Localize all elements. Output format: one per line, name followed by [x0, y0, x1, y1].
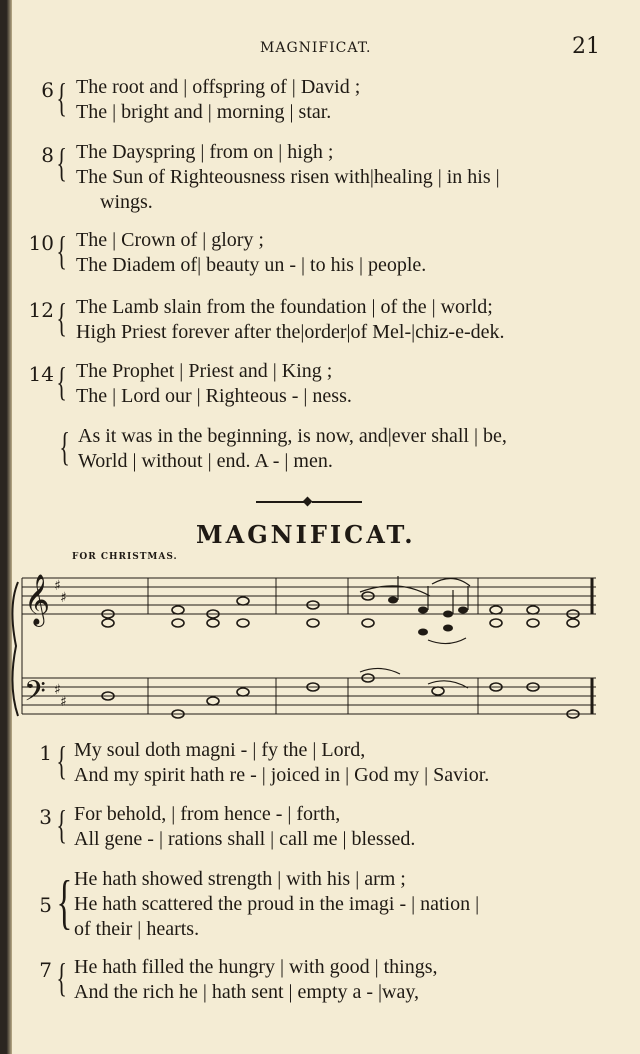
brace: { — [56, 869, 73, 935]
verse-line: The root and | offspring of | David ; — [76, 76, 361, 98]
verse-line: For behold, | from hence - | forth, — [74, 803, 341, 825]
running-head: MAGNIFICAT. — [260, 40, 372, 56]
verse-line: He hath showed strength | with his | arm ; — [74, 868, 406, 890]
verse-line: The | Lord our | Righteous - | ness. — [76, 385, 352, 407]
svg-text:♯: ♯ — [60, 590, 67, 606]
verse-line: wings. — [100, 191, 153, 213]
verse-number: 10 — [28, 231, 54, 255]
verse-line: High Priest forever after the|order|of Mel-|chiz-e-dek. — [76, 321, 505, 343]
brace: { — [56, 228, 67, 273]
brace: { — [56, 359, 67, 404]
svg-text:♯: ♯ — [54, 578, 61, 594]
ornamental-rule — [256, 495, 362, 509]
verse-number: 5 — [39, 893, 52, 917]
brace: { — [56, 140, 67, 185]
verse-line: The Prophet | Priest and | King ; — [76, 360, 333, 382]
svg-text:♯: ♯ — [60, 694, 67, 710]
brace: { — [56, 802, 67, 847]
verse-line: As it was in the beginning, is now, and|ever shall | be, — [78, 425, 507, 447]
verse-line: The | Crown of | glory ; — [76, 229, 264, 251]
verse-line: The Sun of Righteousness risen with|healing | in his | — [76, 166, 500, 188]
chant-subtitle: FOR CHRISTMAS. — [72, 552, 178, 562]
verse-number: 8 — [41, 143, 54, 167]
svg-text:♯: ♯ — [54, 682, 61, 698]
verse-line: The | bright and | morning | star. — [76, 101, 332, 123]
brace: { — [56, 75, 67, 120]
verse-number: 12 — [28, 298, 54, 322]
verse-line: The Diadem of| beauty un - | to his | people. — [76, 254, 427, 276]
brace: { — [56, 955, 67, 1000]
verse-line: He hath scattered the proud in the imagi - | nation | — [74, 893, 480, 915]
music-score — [8, 566, 608, 726]
brace: { — [59, 424, 70, 469]
verse-number: 3 — [39, 805, 52, 829]
verse-line: The Dayspring | from on | high ; — [76, 141, 334, 163]
verse-number: 7 — [39, 958, 52, 982]
verse-number: 1 — [39, 741, 52, 765]
chant-title: MAGNIFICAT. — [196, 520, 416, 549]
verse-number: 14 — [28, 362, 54, 386]
verse-line: And the rich he | hath sent | empty a - |way, — [74, 981, 420, 1003]
verse-number: 6 — [41, 78, 54, 102]
verse-line: of their | hearts. — [74, 918, 200, 940]
brace: { — [56, 738, 67, 783]
verse-line: He hath filled the hungry | with good | things, — [74, 956, 438, 978]
svg-text:𝄢: 𝄢 — [24, 675, 46, 715]
verse-line: The Lamb slain from the foundation | of the | world; — [76, 296, 493, 318]
brace: { — [56, 295, 67, 340]
verse-line: World | without | end. A - | men. — [78, 450, 333, 472]
verse-line: My soul doth magni - | fy the | Lord, — [74, 739, 366, 761]
book-spine-edge — [0, 0, 12, 1054]
page-number: 21 — [572, 34, 600, 59]
verse-line: And my spirit hath re - | joiced in | God my | Savior. — [74, 764, 490, 786]
verse-line: All gene - | rations shall | call me | blessed. — [74, 828, 416, 850]
svg-text:𝄞: 𝄞 — [24, 574, 51, 625]
